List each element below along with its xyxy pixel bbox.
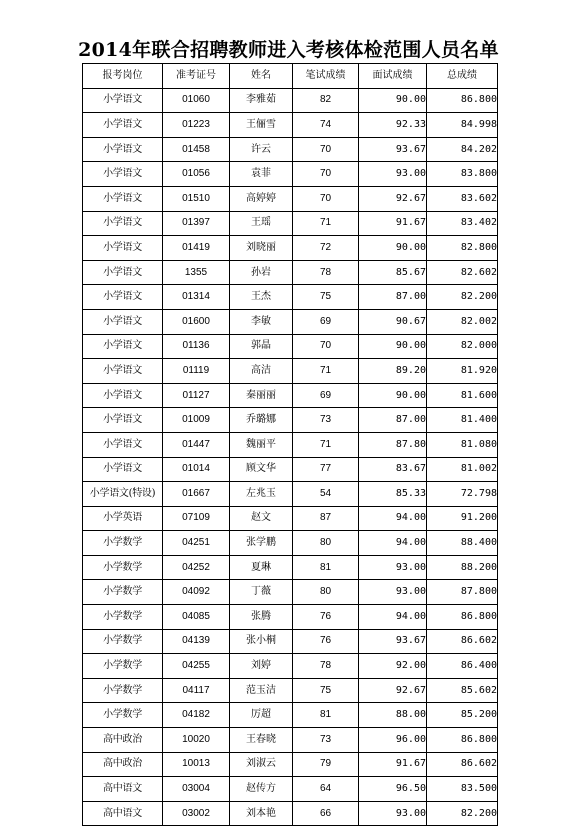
cell-exam-id: 01127 <box>163 383 230 408</box>
cell-exam-id: 10013 <box>163 752 230 777</box>
cell-exam-id: 03002 <box>163 801 230 826</box>
cell-total-score: 86.800 <box>427 88 498 113</box>
cell-total-score: 83.800 <box>427 162 498 187</box>
cell-name: 厉超 <box>230 703 293 728</box>
table-row <box>83 186 498 211</box>
cell-written-score: 69 <box>293 383 359 408</box>
cell-interview-score: 87.00 <box>359 408 427 433</box>
table-row <box>83 580 498 605</box>
cell-post: 小学语文 <box>83 285 163 310</box>
cell-post: 小学数学 <box>83 629 163 654</box>
cell-written-score: 66 <box>293 801 359 826</box>
cell-post: 小学语文 <box>83 309 163 334</box>
cell-name: 张学鹏 <box>230 531 293 556</box>
table-row <box>83 162 498 187</box>
cell-written-score: 71 <box>293 359 359 384</box>
header-written-score: 笔试成绩 <box>293 64 359 89</box>
cell-written-score: 70 <box>293 334 359 359</box>
cell-written-score: 80 <box>293 580 359 605</box>
table-row <box>83 555 498 580</box>
cell-name: 孙岩 <box>230 260 293 285</box>
cell-total-score: 84.202 <box>427 137 498 162</box>
cell-exam-id: 04251 <box>163 531 230 556</box>
cell-interview-score: 96.50 <box>359 777 427 802</box>
cell-total-score: 86.602 <box>427 629 498 654</box>
table-row <box>83 801 498 826</box>
cell-total-score: 88.400 <box>427 531 498 556</box>
header-row <box>83 64 498 89</box>
cell-interview-score: 96.00 <box>359 728 427 753</box>
cell-written-score: 75 <box>293 678 359 703</box>
cell-name: 王春晓 <box>230 728 293 753</box>
cell-post: 高中语文 <box>83 777 163 802</box>
cell-interview-score: 92.00 <box>359 654 427 679</box>
cell-written-score: 81 <box>293 555 359 580</box>
cell-written-score: 71 <box>293 211 359 236</box>
cell-interview-score: 93.00 <box>359 801 427 826</box>
cell-total-score: 82.200 <box>427 285 498 310</box>
cell-written-score: 70 <box>293 137 359 162</box>
cell-name: 刘淑云 <box>230 752 293 777</box>
header-exam-id: 准考证号 <box>163 64 230 89</box>
cell-written-score: 78 <box>293 260 359 285</box>
cell-post: 小学语文 <box>83 236 163 261</box>
header-total-score: 总成绩 <box>427 64 498 89</box>
cell-interview-score: 83.67 <box>359 457 427 482</box>
cell-interview-score: 92.67 <box>359 678 427 703</box>
cell-post: 小学语文 <box>83 260 163 285</box>
cell-exam-id: 04255 <box>163 654 230 679</box>
table-row <box>83 457 498 482</box>
cell-post: 小学数学 <box>83 703 163 728</box>
cell-name: 郭晶 <box>230 334 293 359</box>
cell-exam-id: 1355 <box>163 260 230 285</box>
cell-total-score: 87.800 <box>427 580 498 605</box>
cell-post: 小学数学 <box>83 555 163 580</box>
cell-total-score: 81.002 <box>427 457 498 482</box>
cell-interview-score: 90.67 <box>359 309 427 334</box>
cell-written-score: 82 <box>293 88 359 113</box>
cell-post: 小学语文 <box>83 113 163 138</box>
cell-post: 高中政治 <box>83 728 163 753</box>
cell-post: 小学数学 <box>83 654 163 679</box>
cell-written-score: 79 <box>293 752 359 777</box>
cell-name: 赵传方 <box>230 777 293 802</box>
cell-post: 小学数学 <box>83 580 163 605</box>
table-row <box>83 432 498 457</box>
cell-exam-id: 01060 <box>163 88 230 113</box>
header-name: 姓名 <box>230 64 293 89</box>
cell-name: 高婷婷 <box>230 186 293 211</box>
cell-interview-score: 93.00 <box>359 162 427 187</box>
table-row <box>83 777 498 802</box>
cell-exam-id: 04092 <box>163 580 230 605</box>
cell-post: 小学语文 <box>83 359 163 384</box>
table-row <box>83 334 498 359</box>
table-row <box>83 703 498 728</box>
cell-name: 范玉洁 <box>230 678 293 703</box>
cell-interview-score: 91.67 <box>359 752 427 777</box>
cell-interview-score: 90.00 <box>359 383 427 408</box>
cell-post: 高中政治 <box>83 752 163 777</box>
cell-interview-score: 93.00 <box>359 580 427 605</box>
cell-total-score: 82.002 <box>427 309 498 334</box>
cell-post: 小学语文(特设) <box>83 482 163 507</box>
cell-post: 小学语文 <box>83 408 163 433</box>
cell-exam-id: 01014 <box>163 457 230 482</box>
table-row <box>83 260 498 285</box>
cell-name: 顾文华 <box>230 457 293 482</box>
table-row <box>83 359 498 384</box>
cell-interview-score: 85.67 <box>359 260 427 285</box>
table-row <box>83 408 498 433</box>
header-post: 报考岗位 <box>83 64 163 89</box>
cell-interview-score: 88.00 <box>359 703 427 728</box>
cell-post: 小学数学 <box>83 678 163 703</box>
cell-total-score: 81.600 <box>427 383 498 408</box>
cell-interview-score: 85.33 <box>359 482 427 507</box>
cell-exam-id: 03004 <box>163 777 230 802</box>
table-row <box>83 236 498 261</box>
table-row <box>83 654 498 679</box>
page-title: 2014年联合招聘教师进入考核体检范围人员名单 <box>78 39 499 61</box>
cell-post: 小学语文 <box>83 457 163 482</box>
table-row <box>83 506 498 531</box>
cell-name: 乔璐娜 <box>230 408 293 433</box>
table-row <box>83 605 498 630</box>
table-row <box>83 285 498 310</box>
cell-post: 小学语文 <box>83 383 163 408</box>
cell-post: 小学语文 <box>83 88 163 113</box>
cell-exam-id: 01458 <box>163 137 230 162</box>
cell-name: 丁薇 <box>230 580 293 605</box>
cell-name: 李雅茹 <box>230 88 293 113</box>
cell-name: 魏丽平 <box>230 432 293 457</box>
cell-exam-id: 04182 <box>163 703 230 728</box>
cell-exam-id: 01510 <box>163 186 230 211</box>
cell-exam-id: 01136 <box>163 334 230 359</box>
cell-interview-score: 93.67 <box>359 629 427 654</box>
cell-name: 刘婷 <box>230 654 293 679</box>
cell-exam-id: 10020 <box>163 728 230 753</box>
cell-name: 刘本艳 <box>230 801 293 826</box>
cell-post: 小学数学 <box>83 605 163 630</box>
cell-exam-id: 01419 <box>163 236 230 261</box>
cell-exam-id: 04085 <box>163 605 230 630</box>
cell-name: 夏琳 <box>230 555 293 580</box>
cell-written-score: 77 <box>293 457 359 482</box>
cell-exam-id: 01397 <box>163 211 230 236</box>
cell-exam-id: 07109 <box>163 506 230 531</box>
cell-written-score: 70 <box>293 162 359 187</box>
table-row <box>83 88 498 113</box>
cell-post: 小学英语 <box>83 506 163 531</box>
cell-exam-id: 04117 <box>163 678 230 703</box>
cell-exam-id: 01009 <box>163 408 230 433</box>
cell-written-score: 76 <box>293 605 359 630</box>
cell-written-score: 74 <box>293 113 359 138</box>
cell-exam-id: 01600 <box>163 309 230 334</box>
table-row <box>83 482 498 507</box>
cell-post: 小学语文 <box>83 162 163 187</box>
results-table <box>82 63 498 826</box>
cell-total-score: 81.920 <box>427 359 498 384</box>
table-row <box>83 531 498 556</box>
cell-exam-id: 01223 <box>163 113 230 138</box>
cell-written-score: 80 <box>293 531 359 556</box>
cell-total-score: 86.400 <box>427 654 498 679</box>
cell-post: 小学语文 <box>83 186 163 211</box>
cell-total-score: 82.602 <box>427 260 498 285</box>
cell-interview-score: 92.67 <box>359 186 427 211</box>
cell-total-score: 86.800 <box>427 605 498 630</box>
cell-written-score: 72 <box>293 236 359 261</box>
header-interview-score: 面试成绩 <box>359 64 427 89</box>
results-body <box>83 88 498 826</box>
cell-post: 小学语文 <box>83 137 163 162</box>
cell-interview-score: 94.00 <box>359 531 427 556</box>
cell-exam-id: 01314 <box>163 285 230 310</box>
cell-name: 李敏 <box>230 309 293 334</box>
cell-written-score: 73 <box>293 728 359 753</box>
cell-total-score: 85.200 <box>427 703 498 728</box>
cell-exam-id: 04252 <box>163 555 230 580</box>
cell-written-score: 73 <box>293 408 359 433</box>
table-row <box>83 752 498 777</box>
cell-name: 刘晓丽 <box>230 236 293 261</box>
cell-total-score: 81.080 <box>427 432 498 457</box>
cell-interview-score: 87.00 <box>359 285 427 310</box>
cell-interview-score: 90.00 <box>359 88 427 113</box>
cell-total-score: 82.200 <box>427 801 498 826</box>
cell-name: 王杰 <box>230 285 293 310</box>
cell-interview-score: 90.00 <box>359 334 427 359</box>
cell-total-score: 88.200 <box>427 555 498 580</box>
cell-post: 小学语文 <box>83 211 163 236</box>
cell-interview-score: 93.67 <box>359 137 427 162</box>
cell-interview-score: 89.20 <box>359 359 427 384</box>
cell-written-score: 76 <box>293 629 359 654</box>
table-row <box>83 383 498 408</box>
cell-name: 王俪雪 <box>230 113 293 138</box>
cell-total-score: 83.500 <box>427 777 498 802</box>
cell-post: 小学语文 <box>83 432 163 457</box>
cell-exam-id: 01667 <box>163 482 230 507</box>
cell-name: 张腾 <box>230 605 293 630</box>
cell-written-score: 70 <box>293 186 359 211</box>
cell-name: 许云 <box>230 137 293 162</box>
cell-total-score: 83.602 <box>427 186 498 211</box>
cell-total-score: 84.998 <box>427 113 498 138</box>
cell-name: 高洁 <box>230 359 293 384</box>
cell-interview-score: 94.00 <box>359 506 427 531</box>
table-row <box>83 113 498 138</box>
cell-name: 王瑶 <box>230 211 293 236</box>
cell-post: 小学数学 <box>83 531 163 556</box>
cell-name: 秦丽丽 <box>230 383 293 408</box>
cell-total-score: 82.000 <box>427 334 498 359</box>
cell-post: 小学语文 <box>83 334 163 359</box>
cell-written-score: 75 <box>293 285 359 310</box>
cell-exam-id: 01056 <box>163 162 230 187</box>
cell-exam-id: 01447 <box>163 432 230 457</box>
table-row <box>83 678 498 703</box>
table-row <box>83 309 498 334</box>
table-row <box>83 728 498 753</box>
cell-interview-score: 87.80 <box>359 432 427 457</box>
cell-written-score: 64 <box>293 777 359 802</box>
cell-post: 高中语文 <box>83 801 163 826</box>
cell-total-score: 72.798 <box>427 482 498 507</box>
cell-total-score: 86.602 <box>427 752 498 777</box>
cell-interview-score: 91.67 <box>359 211 427 236</box>
cell-written-score: 78 <box>293 654 359 679</box>
cell-total-score: 83.402 <box>427 211 498 236</box>
cell-total-score: 91.200 <box>427 506 498 531</box>
cell-interview-score: 92.33 <box>359 113 427 138</box>
cell-interview-score: 93.00 <box>359 555 427 580</box>
cell-interview-score: 90.00 <box>359 236 427 261</box>
cell-written-score: 69 <box>293 309 359 334</box>
cell-written-score: 71 <box>293 432 359 457</box>
cell-exam-id: 04139 <box>163 629 230 654</box>
cell-total-score: 85.602 <box>427 678 498 703</box>
cell-total-score: 82.800 <box>427 236 498 261</box>
table-row <box>83 211 498 236</box>
table-row <box>83 137 498 162</box>
cell-interview-score: 94.00 <box>359 605 427 630</box>
cell-written-score: 87 <box>293 506 359 531</box>
cell-written-score: 81 <box>293 703 359 728</box>
cell-name: 张小桐 <box>230 629 293 654</box>
cell-name: 左兆玉 <box>230 482 293 507</box>
cell-written-score: 54 <box>293 482 359 507</box>
table-row <box>83 629 498 654</box>
cell-name: 赵文 <box>230 506 293 531</box>
cell-total-score: 81.400 <box>427 408 498 433</box>
cell-name: 袁菲 <box>230 162 293 187</box>
cell-exam-id: 01119 <box>163 359 230 384</box>
cell-total-score: 86.800 <box>427 728 498 753</box>
